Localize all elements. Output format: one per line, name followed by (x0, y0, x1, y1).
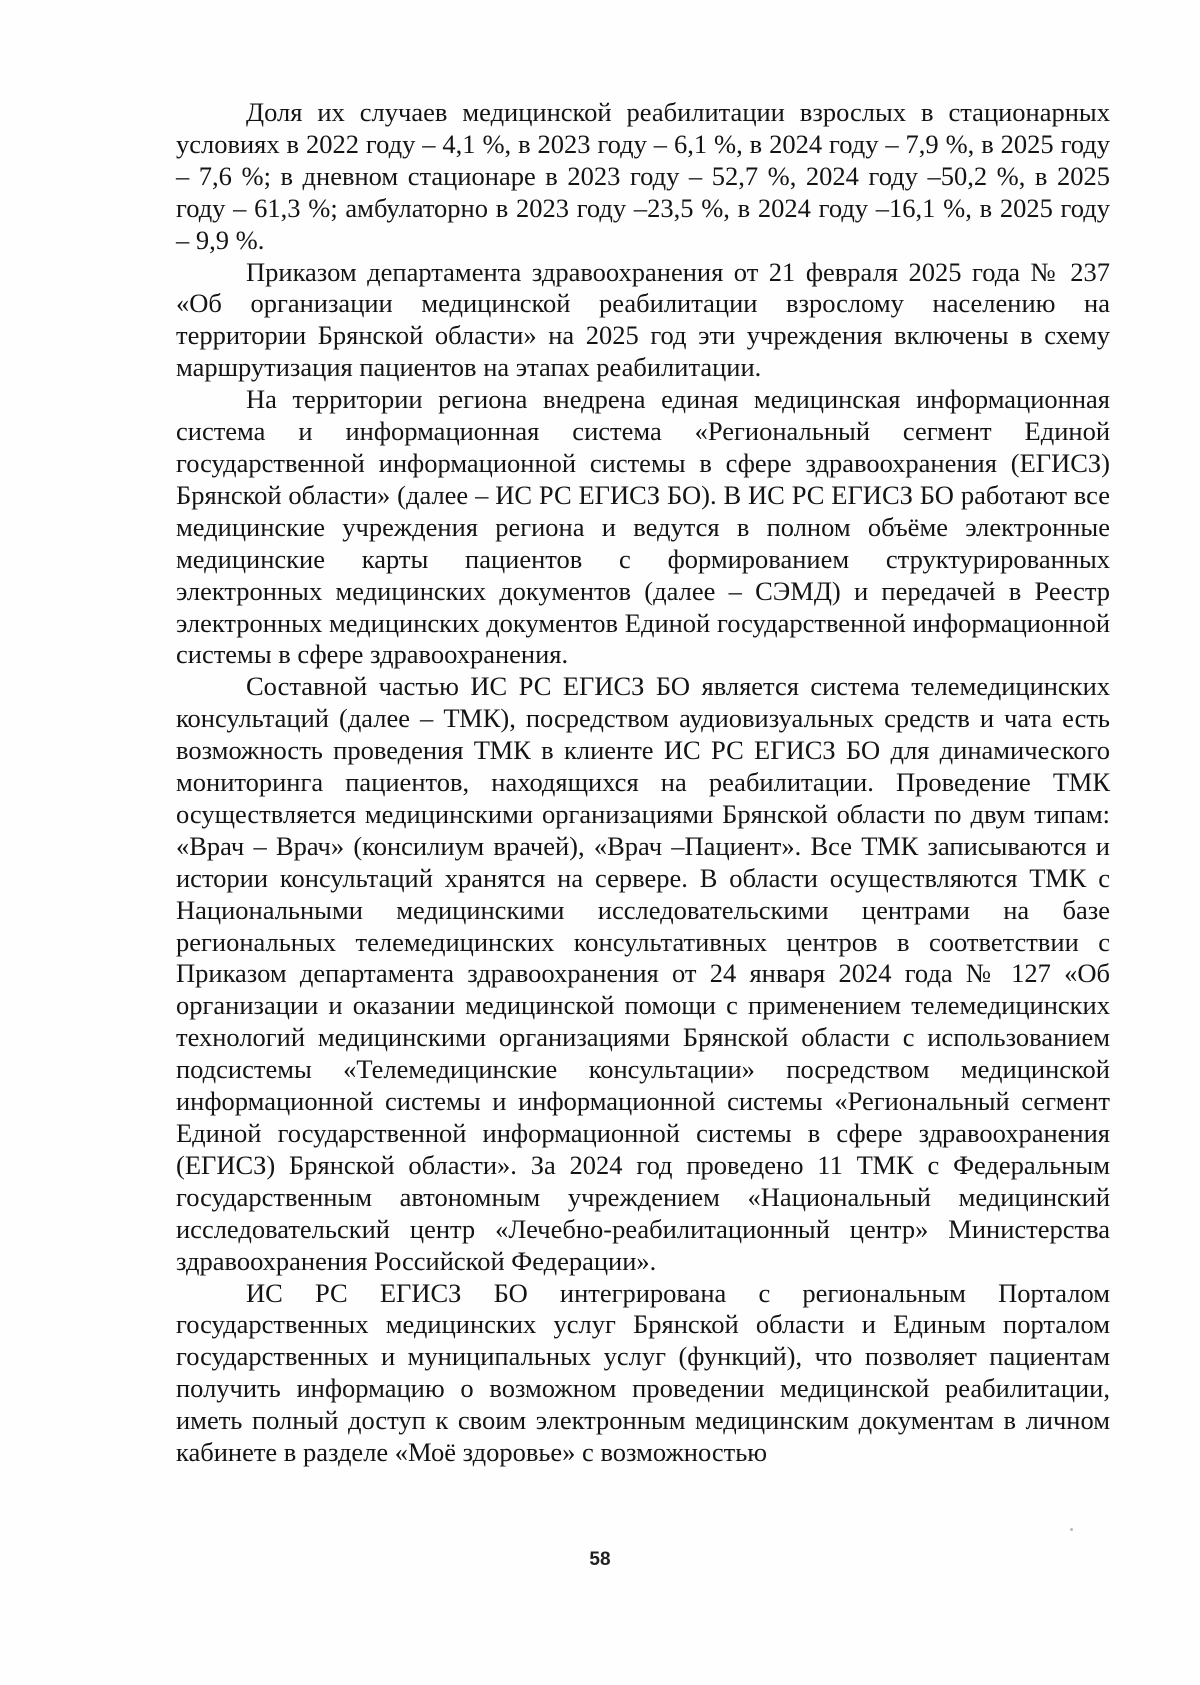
body-text (176, 97, 1110, 1469)
scan-speck (1070, 1528, 1073, 1531)
page-number: 58 (589, 1549, 611, 1570)
paragraph-portal-integration: ИС РС ЕГИСЗ БО интегрирована с региональным Порталом государственных медицинских услуг Брянской области и Единым порталом государственных и муниципальных услуг (функций), что позволяет пациентам получить информацию о возможном проведении медицинской реабилитации, иметь полный доступ к своим электронным медицинским документам в личном кабинете в разделе «Моё здоровье» с возможностью (176, 1277, 1110, 1468)
paragraph-order-237: Приказом департамента здравоохранения от 21 февраля 2025 года № 237 «Об организации медицинской реабилитации взрослому населению на территории Брянской области» на 2025 год эти учреждения включены в схему маршрутизация пациентов на этапах реабилитации. (176, 256, 1110, 383)
paragraph-information-system: На территории региона внедрена единая медицинская информационная система и информационная система «Региональный сегмент Единой государственной информационной системы в сфере здравоохранения (ЕГИСЗ) Брянской области» (далее – ИС РС ЕГИСЗ БО). В ИС РС ЕГИСЗ БО работают все медицинские учреждения региона и ведутся в полном объёме электронные медицинские карты пациентов с формированием структурированных электронных медицинских документов (далее – СЭМД) и передачей в Реестр электронных медицинских документов Единой государственной информационной системы в сфере здравоохранения. (176, 384, 1110, 670)
paragraph-telemedicine: Составной частью ИС РС ЕГИСЗ БО является система телемедицинских консультаций (далее – ТМК), посредством аудиовизуальных средств и чата есть возможность проведения ТМК в клиенте ИС РС ЕГИСЗ БО для динамического мониторинга пациентов, находящихся на реабилитации. Проведение ТМК осуществляется медицинскими организациями Брянской области по двум типам: «Врач – Врач» (консилиум врачей), «Врач –Пациент». Все ТМК записываются и истории консультаций хранятся на сервере. В области осуществляются ТМК с Национальными медицинскими исследовательскими центрами на базе региональных телемедицинских консультативных центров в соответствии с Приказом департамента здравоохранения от 24 января 2024 года № 127 «Об организации и оказании медицинской помощи с применением телемедицинских технологий медицинскими организациями Брянской области с использованием подсистемы «Телемедицинские консультации» посредством медицинской информационной системы и информационной системы «Региональный сегмент Единой государственной информационной системы в сфере здравоохранения (ЕГИСЗ) Брянской области». За 2024 год проведено 11 ТМК с Федеральным государственным автономным учреждением «Национальный медицинский исследовательский центр «Лечебно-реабилитационный центр» Министерства здравоохранения Российской Федерации». (176, 671, 1110, 1276)
paragraph-rehab-shares: Доля их случаев медицинской реабилитации взрослых в стационарных условиях в 2022 году – 4,1 %, в 2023 году – 6,1 %, в 2024 году – 7,9 %, в 2025 году – 7,6 %; в дневном стационаре в 2023 году – 52,7 %, 2024 году –50,2 %, в 2025 году – 61,3 %; амбулаторно в 2023 году –23,5 %, в 2024 году –16,1 %, в 2025 году – 9,9 %. (176, 97, 1110, 255)
